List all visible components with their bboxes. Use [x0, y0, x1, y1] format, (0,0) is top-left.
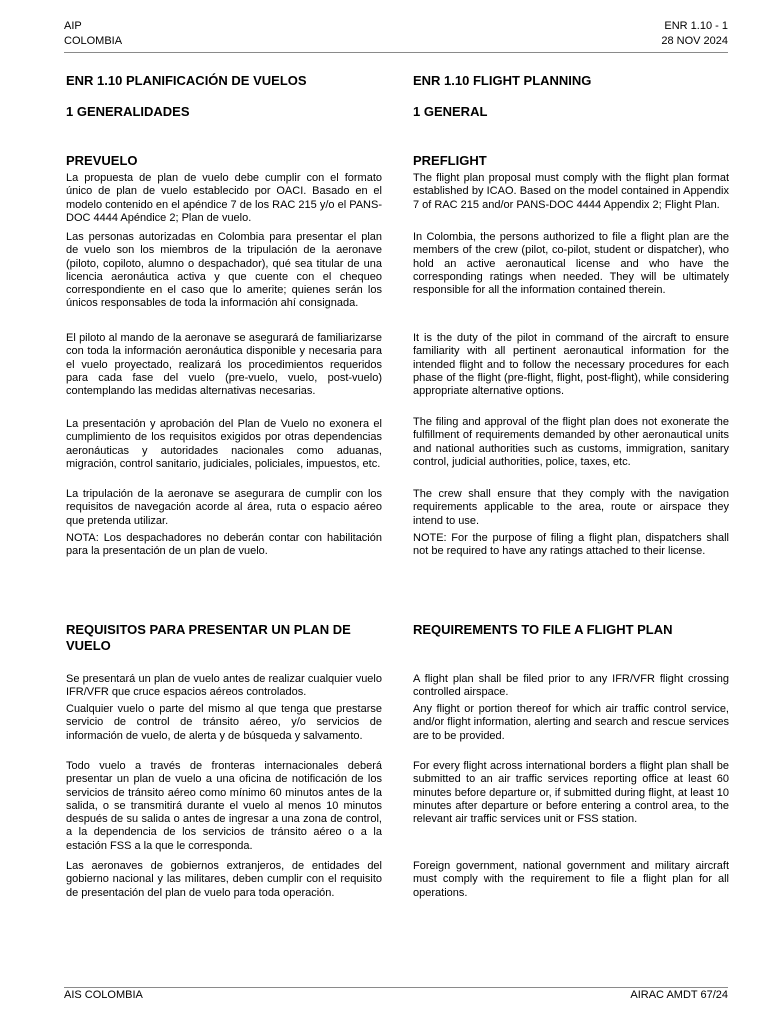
es-preflight-p3: El piloto al mando de la aeronave se asegurará de familiarizarse con toda la información aeronáutica disponible y necesaria para el vuelo proyectado, realizará los procedimientos requeridos para cada fase del vuelo (pre-vuelo, vuelo, post-vuelo) contemplando las medidas alternativas necesarias.: [66, 332, 382, 398]
es-preflight-p5: La tripulación de la aeronave se asegurara de cumplir con los requisitos de navegación acorde al área, ruta o espacio aéreo que pretenda utilizar.: [66, 488, 382, 527]
footer-divider: [64, 987, 728, 988]
en-requirements-r1: A flight plan shall be filed prior to any IFR/VFR flight crossing controlled airspace.: [413, 673, 729, 699]
header-divider: [64, 52, 728, 53]
header-date: 28 NOV 2024: [661, 35, 728, 47]
en-preflight-note: NOTE: For the purpose of filing a flight plan, dispatchers shall not be required to have any ratings attached to their license.: [413, 532, 729, 558]
header-left: [64, 19, 122, 49]
es-preflight-p2: Las personas autorizadas en Colombia para presentar el plan de vuelo son los miembros de la tripulación de la aeronave (piloto, copiloto, alumno o despachador), qué sea titular de una licencia aeronáutica activa y que cuente con el chequeo correspondiente en el caso que lo amerite; quienes serán los únicos responsables de toda la información ahí consignada.: [66, 231, 382, 310]
es-requirements-r3: Todo vuelo a través de fronteras internacionales deberá presentar un plan de vuelo a una oficina de notificación de los servicios de tránsito aéreo como mínimo 60 minutos antes de la salida, o se transmitirá durante el vuelo al menos 10 minutos después de su salida o antes de ingresar a una zona de control, a la dependencia de los servicios de tránsito aéreo o a la estación FSS a la que le corresponda.: [66, 760, 382, 852]
footer-amendment: AIRAC AMDT 67/24: [630, 989, 728, 1001]
en-section-general: 1 GENERAL: [413, 104, 488, 119]
es-preflight-heading: PREVUELO: [66, 153, 138, 168]
en-requirements-heading: REQUIREMENTS TO FILE A FLIGHT PLAN: [413, 622, 673, 637]
header-page-ref: ENR 1.10 - 1: [664, 20, 728, 32]
header-country: COLOMBIA: [64, 35, 123, 47]
es-requirements-r4: Las aeronaves de gobiernos extranjeros, de entidades del gobierno nacional y las militares, deben cumplir con el requisito de presentación del plan de vuelo para toda operación.: [66, 860, 382, 899]
en-preflight-p2: In Colombia, the persons authorized to file a flight plan are the members of the crew (pilot, co-pilot, student or dispatcher), who hold an active aeronautical license and who have the corresponding ratings when needed. They will be ultimately responsible for all the information contained therein.: [413, 231, 729, 297]
en-preflight-heading: PREFLIGHT: [413, 153, 487, 168]
header-publication: AIP: [64, 20, 82, 32]
en-requirements-r2: Any flight or portion thereof for which air traffic control service, and/or flight information, alerting and search and rescue services are to be provided.: [413, 703, 729, 742]
en-requirements-r3: For every flight across international borders a flight plan shall be submitted to an air traffic services reporting office at least 60 minutes before departure or, if submitted during flight, at least 10 minutes after departure or before entering a control area, to the relevant air traffic services unit or FSS station.: [413, 760, 729, 826]
es-requirements-r2: Cualquier vuelo o parte del mismo al que tenga que prestarse servicio de control de tránsito aéreo, y/o servicios de información de vuelo, de alerta y de búsqueda y salvamento.: [66, 703, 382, 742]
es-preflight-p4: La presentación y aprobación del Plan de Vuelo no exonera el cumplimiento de los requisitos exigidos por otras dependencias aeronáuticas y autoridades nacionales como aduanas, migración, control sanitario, judiciales, policiales, impuestos, etc.: [66, 418, 382, 470]
en-preflight-p1: The flight plan proposal must comply with the flight plan format established by ICAO. Based on the model contained in Appendix 7 of RAC 215 and/or PANS-DOC 4444 Appendix 2; Flight Plan.: [413, 172, 729, 211]
es-title: ENR 1.10 PLANIFICACIÓN DE VUELOS: [66, 73, 307, 88]
en-requirements-r4: Foreign government, national government and military aircraft must comply with the requirement to file a flight plan for all operations.: [413, 860, 729, 899]
es-section-generalidades: 1 GENERALIDADES: [66, 104, 190, 119]
en-preflight-p5: The crew shall ensure that they comply with the navigation requirements applicable to the area, route or airspace they intend to use.: [413, 488, 729, 527]
es-preflight-p1: La propuesta de plan de vuelo debe cumplir con el formato único de plan de vuelo establecido por OACI. Basado en el modelo contenido en el apéndice 7 de los RAC 215 y/o el PANS-DOC 4444 Apéndice 2; Plan de vuelo.: [66, 172, 382, 224]
es-requirements-r1: Se presentará un plan de vuelo antes de realizar cualquier vuelo IFR/VFR que cruce espacios aéreos controlados.: [66, 673, 382, 699]
header-right: [661, 19, 728, 49]
footer-publisher: AIS COLOMBIA: [64, 989, 143, 1001]
es-preflight-note: NOTA: Los despachadores no deberán contar con habilitación para la presentación de un plan de vuelo.: [66, 532, 382, 558]
en-preflight-p3: It is the duty of the pilot in command of the aircraft to ensure familiarity with all pertinent aeronautical information for the intended flight and to follow the necessary procedures for each phase of the flight (pre-flight, flight, post-flight), while considering appropriate alternative options.: [413, 332, 729, 398]
es-requirements-heading: REQUISITOS PARA PRESENTAR UN PLAN DE VUELO: [66, 622, 351, 653]
en-preflight-p4: The filing and approval of the flight plan does not exonerate the fulfillment of requirements demanded by other aeronautical units and national authorities such as customs, immigration, sanitary control, judicial authorities, police, taxes, etc.: [413, 416, 729, 468]
en-title: ENR 1.10 FLIGHT PLANNING: [413, 73, 592, 88]
